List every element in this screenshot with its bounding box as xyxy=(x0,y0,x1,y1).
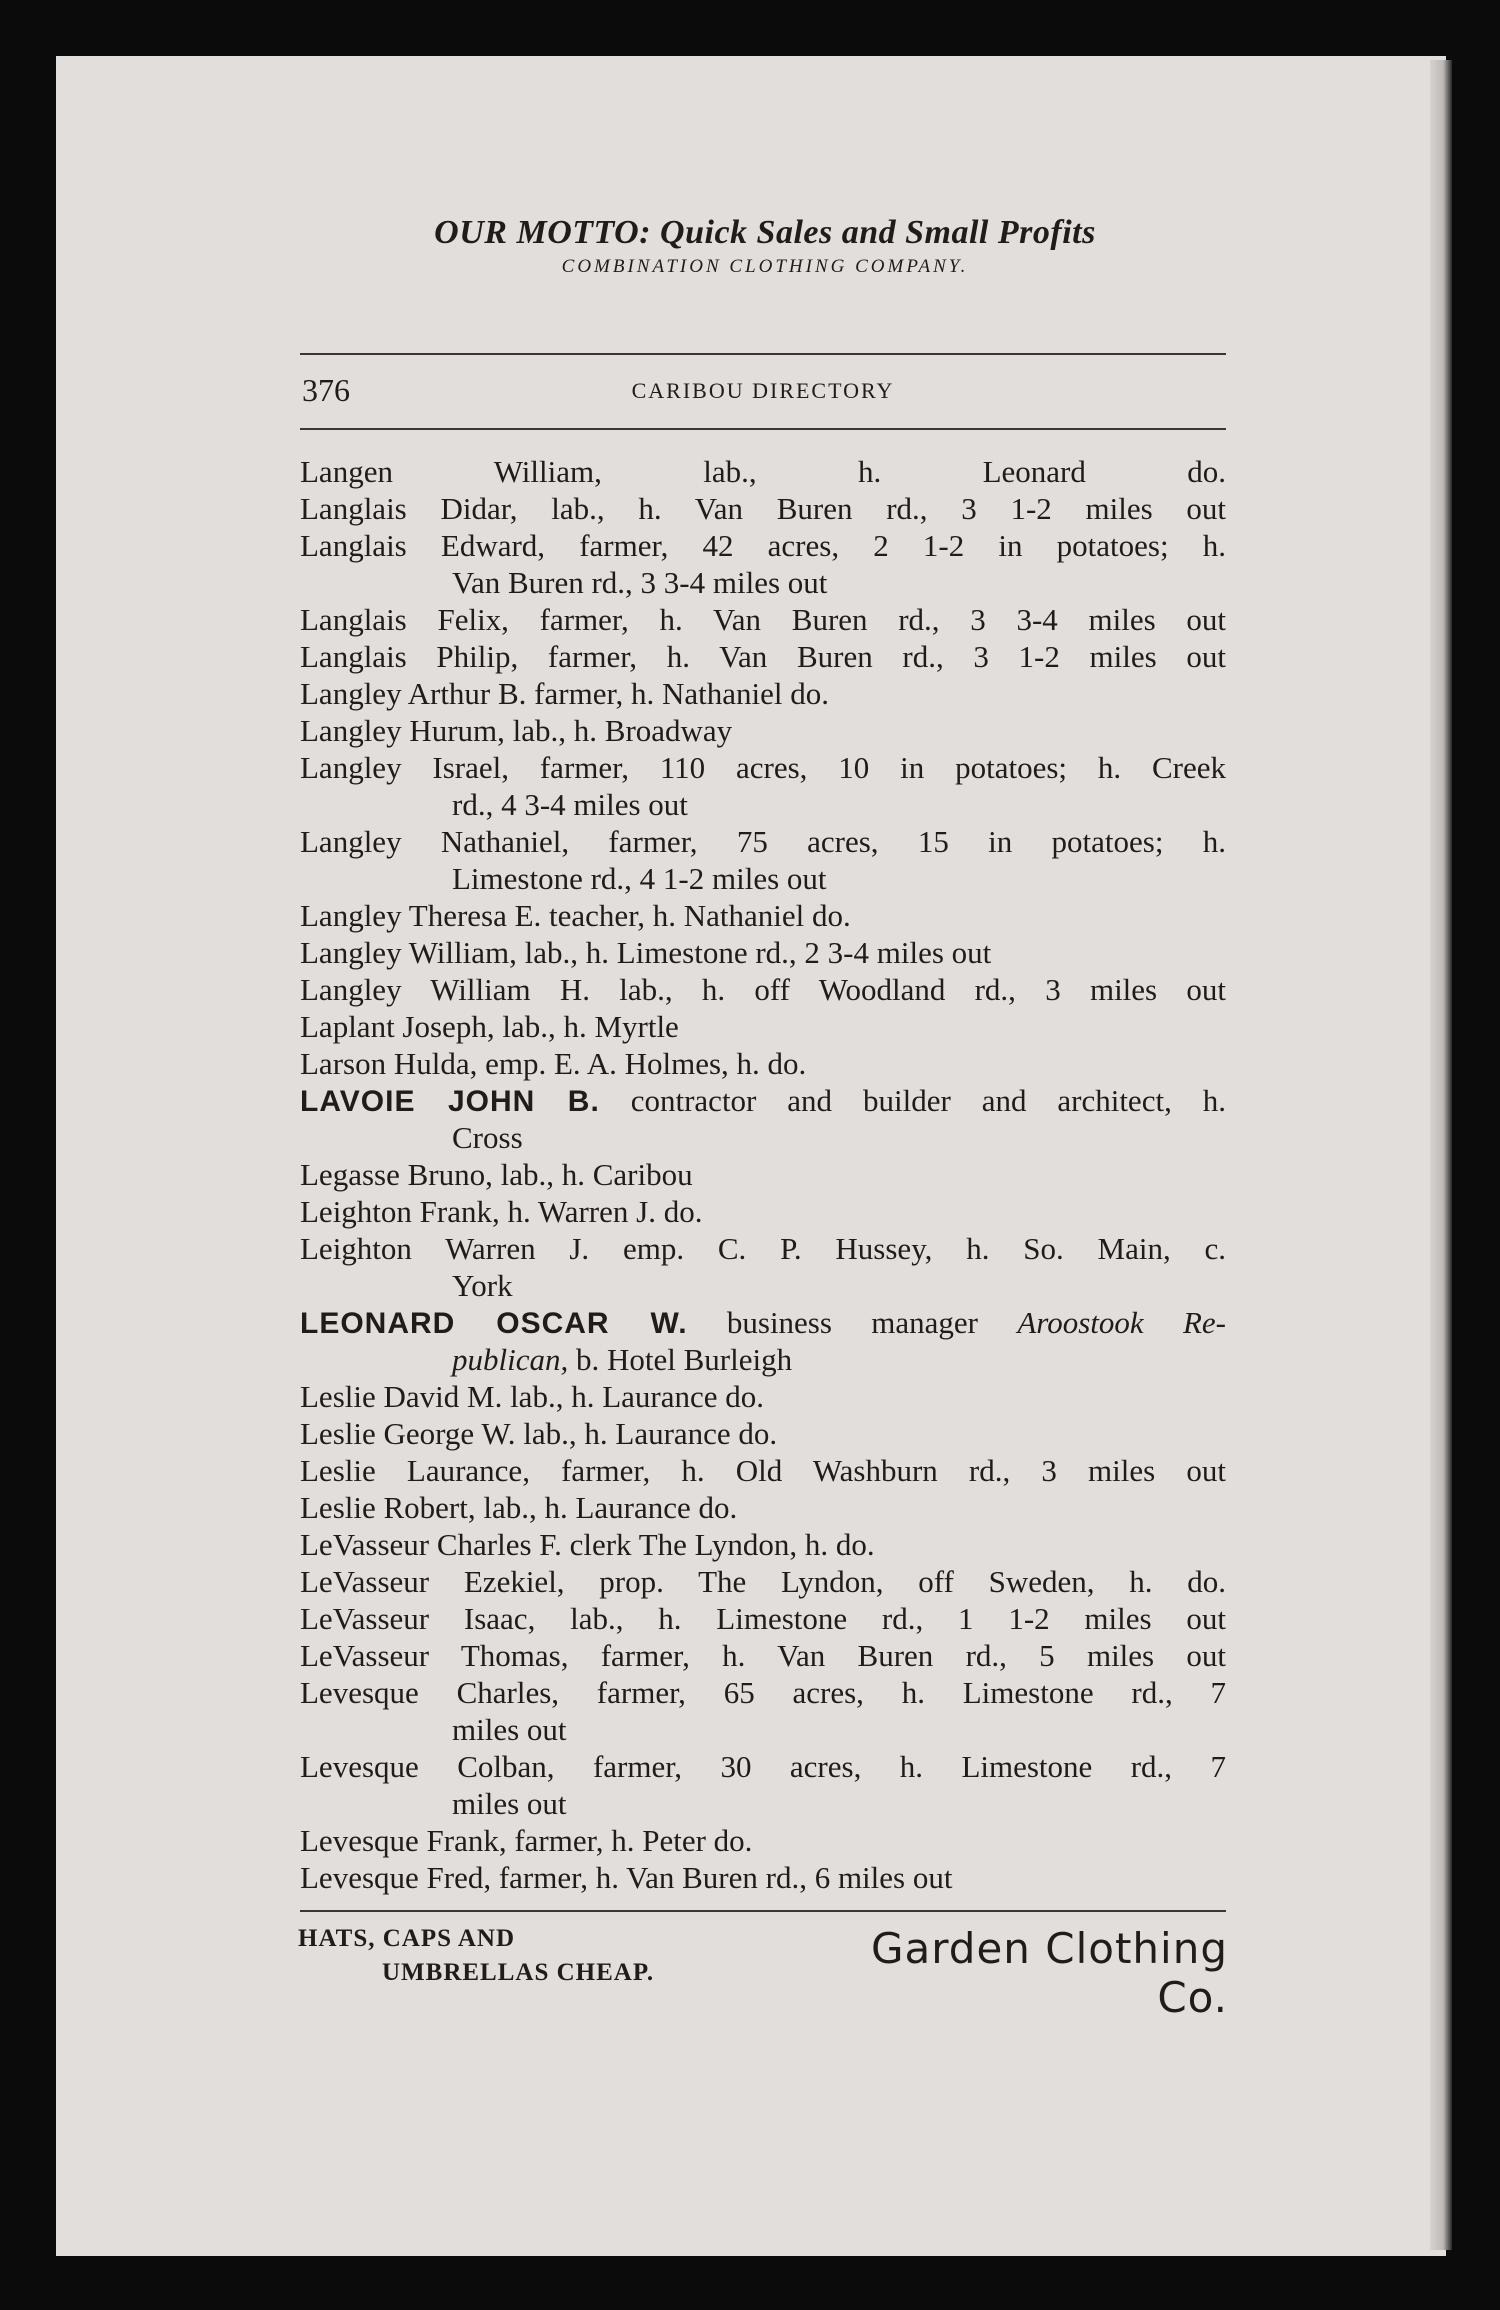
footer-rule xyxy=(300,1910,1226,1912)
entry-line: Leighton Warren J. emp. C. P. Hussey, h. So. Main, c. xyxy=(300,1231,1226,1266)
entry-line: Langley Israel, farmer, 110 acres, 10 in potatoes; h. Creek xyxy=(300,750,1226,785)
entry-continuation: Limestone rd., 4 1-2 miles out xyxy=(452,861,827,896)
entry-line: LeVasseur Thomas, farmer, h. Van Buren rd., 5 miles out xyxy=(300,1638,1226,1673)
entry-line: Langlais Felix, farmer, h. Van Buren rd., 3 3-4 miles out xyxy=(300,602,1226,637)
featured-name: LAVOIE JOHN B. xyxy=(300,1085,600,1118)
entry-line: Langlais Edward, farmer, 42 acres, 2 1-2 in potatoes; h. xyxy=(300,528,1226,563)
featured-details: b. Hotel Burleigh xyxy=(568,1342,793,1377)
entry-continuation: rd., 4 3-4 miles out xyxy=(452,787,688,822)
header-company: COMBINATION CLOTHING COMPANY. xyxy=(561,256,969,277)
featured-publication: publican, xyxy=(452,1342,569,1377)
page-edge xyxy=(1430,60,1452,2250)
entry-line: Langen William, lab., h. Leonard do. xyxy=(300,454,1226,489)
entry-line: Leighton Frank, h. Warren J. do. xyxy=(300,1194,703,1229)
entry-line: Leslie Robert, lab., h. Laurance do. xyxy=(300,1490,738,1525)
directory-entries xyxy=(300,453,1226,1896)
entry-line: Leslie David M. lab., h. Laurance do. xyxy=(300,1379,764,1414)
featured-publication: Aroostook Re- xyxy=(1017,1305,1226,1340)
entry-continuation: Cross xyxy=(452,1120,523,1155)
entry-line: LeVasseur Isaac, lab., h. Limestone rd., 1 1-2 miles out xyxy=(300,1601,1226,1636)
featured-details: business manager xyxy=(687,1305,1018,1340)
entry-line: Langley Arthur B. farmer, h. Nathaniel do. xyxy=(300,676,830,711)
entry-continuation: miles out xyxy=(452,1786,567,1821)
entry-continuation: Van Buren rd., 3 3-4 miles out xyxy=(452,565,828,600)
footer-ad-text xyxy=(298,1922,654,1990)
entry-line: Langley Hurum, lab., h. Broadway xyxy=(300,713,733,748)
entry-line: Langley William, lab., h. Limestone rd., 2 3-4 miles out xyxy=(300,935,992,970)
entry-line: Langley Nathaniel, farmer, 75 acres, 15 in potatoes; h. xyxy=(300,824,1226,859)
entry-line: Levesque Charles, farmer, 65 acres, h. Limestone rd., 7 xyxy=(300,1675,1226,1710)
entry-line: Levesque Colban, farmer, 30 acres, h. Limestone rd., 7 xyxy=(300,1749,1226,1784)
entry-line: Laplant Joseph, lab., h. Myrtle xyxy=(300,1009,679,1044)
entry-line-featured xyxy=(300,1304,1226,1341)
entry-line: Levesque Frank, farmer, h. Peter do. xyxy=(300,1823,753,1858)
footer-company-name: Garden Clothing Co. xyxy=(870,1924,1228,2022)
entry-line: Legasse Bruno, lab., h. Caribou xyxy=(300,1157,693,1192)
entry-continuation: miles out xyxy=(452,1712,567,1747)
entry-line: Leslie Laurance, farmer, h. Old Washburn rd., 3 miles out xyxy=(300,1453,1226,1488)
entry-line: Langley William H. lab., h. off Woodland rd., 3 miles out xyxy=(300,972,1226,1007)
header-motto: OUR MOTTO: Quick Sales and Small Profits xyxy=(434,214,1096,251)
entry-line: LeVasseur Ezekiel, prop. The Lyndon, off Sweden, h. do. xyxy=(300,1564,1226,1599)
entry-line: Langlais Philip, farmer, h. Van Buren rd., 3 1-2 miles out xyxy=(300,639,1226,674)
entry-line: LeVasseur Charles F. clerk The Lyndon, h. do. xyxy=(300,1527,875,1562)
running-title: CARIBOU DIRECTORY xyxy=(631,378,895,403)
footer-ad-line-1: HATS, CAPS AND xyxy=(298,1925,516,1952)
entry-continuation xyxy=(300,1341,1226,1378)
entry-line: Larson Hulda, emp. E. A. Holmes, h. do. xyxy=(300,1046,807,1081)
entry-continuation: York xyxy=(452,1268,513,1303)
entry-line: Levesque Fred, farmer, h. Van Buren rd., 6 miles out xyxy=(300,1860,953,1895)
entry-line-featured xyxy=(300,1082,1226,1119)
featured-name: LEONARD OSCAR W. xyxy=(300,1307,688,1340)
entry-line: Leslie George W. lab., h. Laurance do. xyxy=(300,1416,778,1451)
page-number: 376 xyxy=(302,372,350,408)
footer-ad-line-2: UMBRELLAS CHEAP. xyxy=(382,1959,655,1986)
entry-line: Langlais Didar, lab., h. Van Buren rd., 3 1-2 miles out xyxy=(300,491,1226,526)
entry-line: Langley Theresa E. teacher, h. Nathaniel do. xyxy=(300,898,851,933)
header-rule-bottom xyxy=(300,428,1226,430)
header-rule-top xyxy=(300,353,1226,355)
featured-details: contractor and builder and architect, h. xyxy=(599,1083,1226,1118)
